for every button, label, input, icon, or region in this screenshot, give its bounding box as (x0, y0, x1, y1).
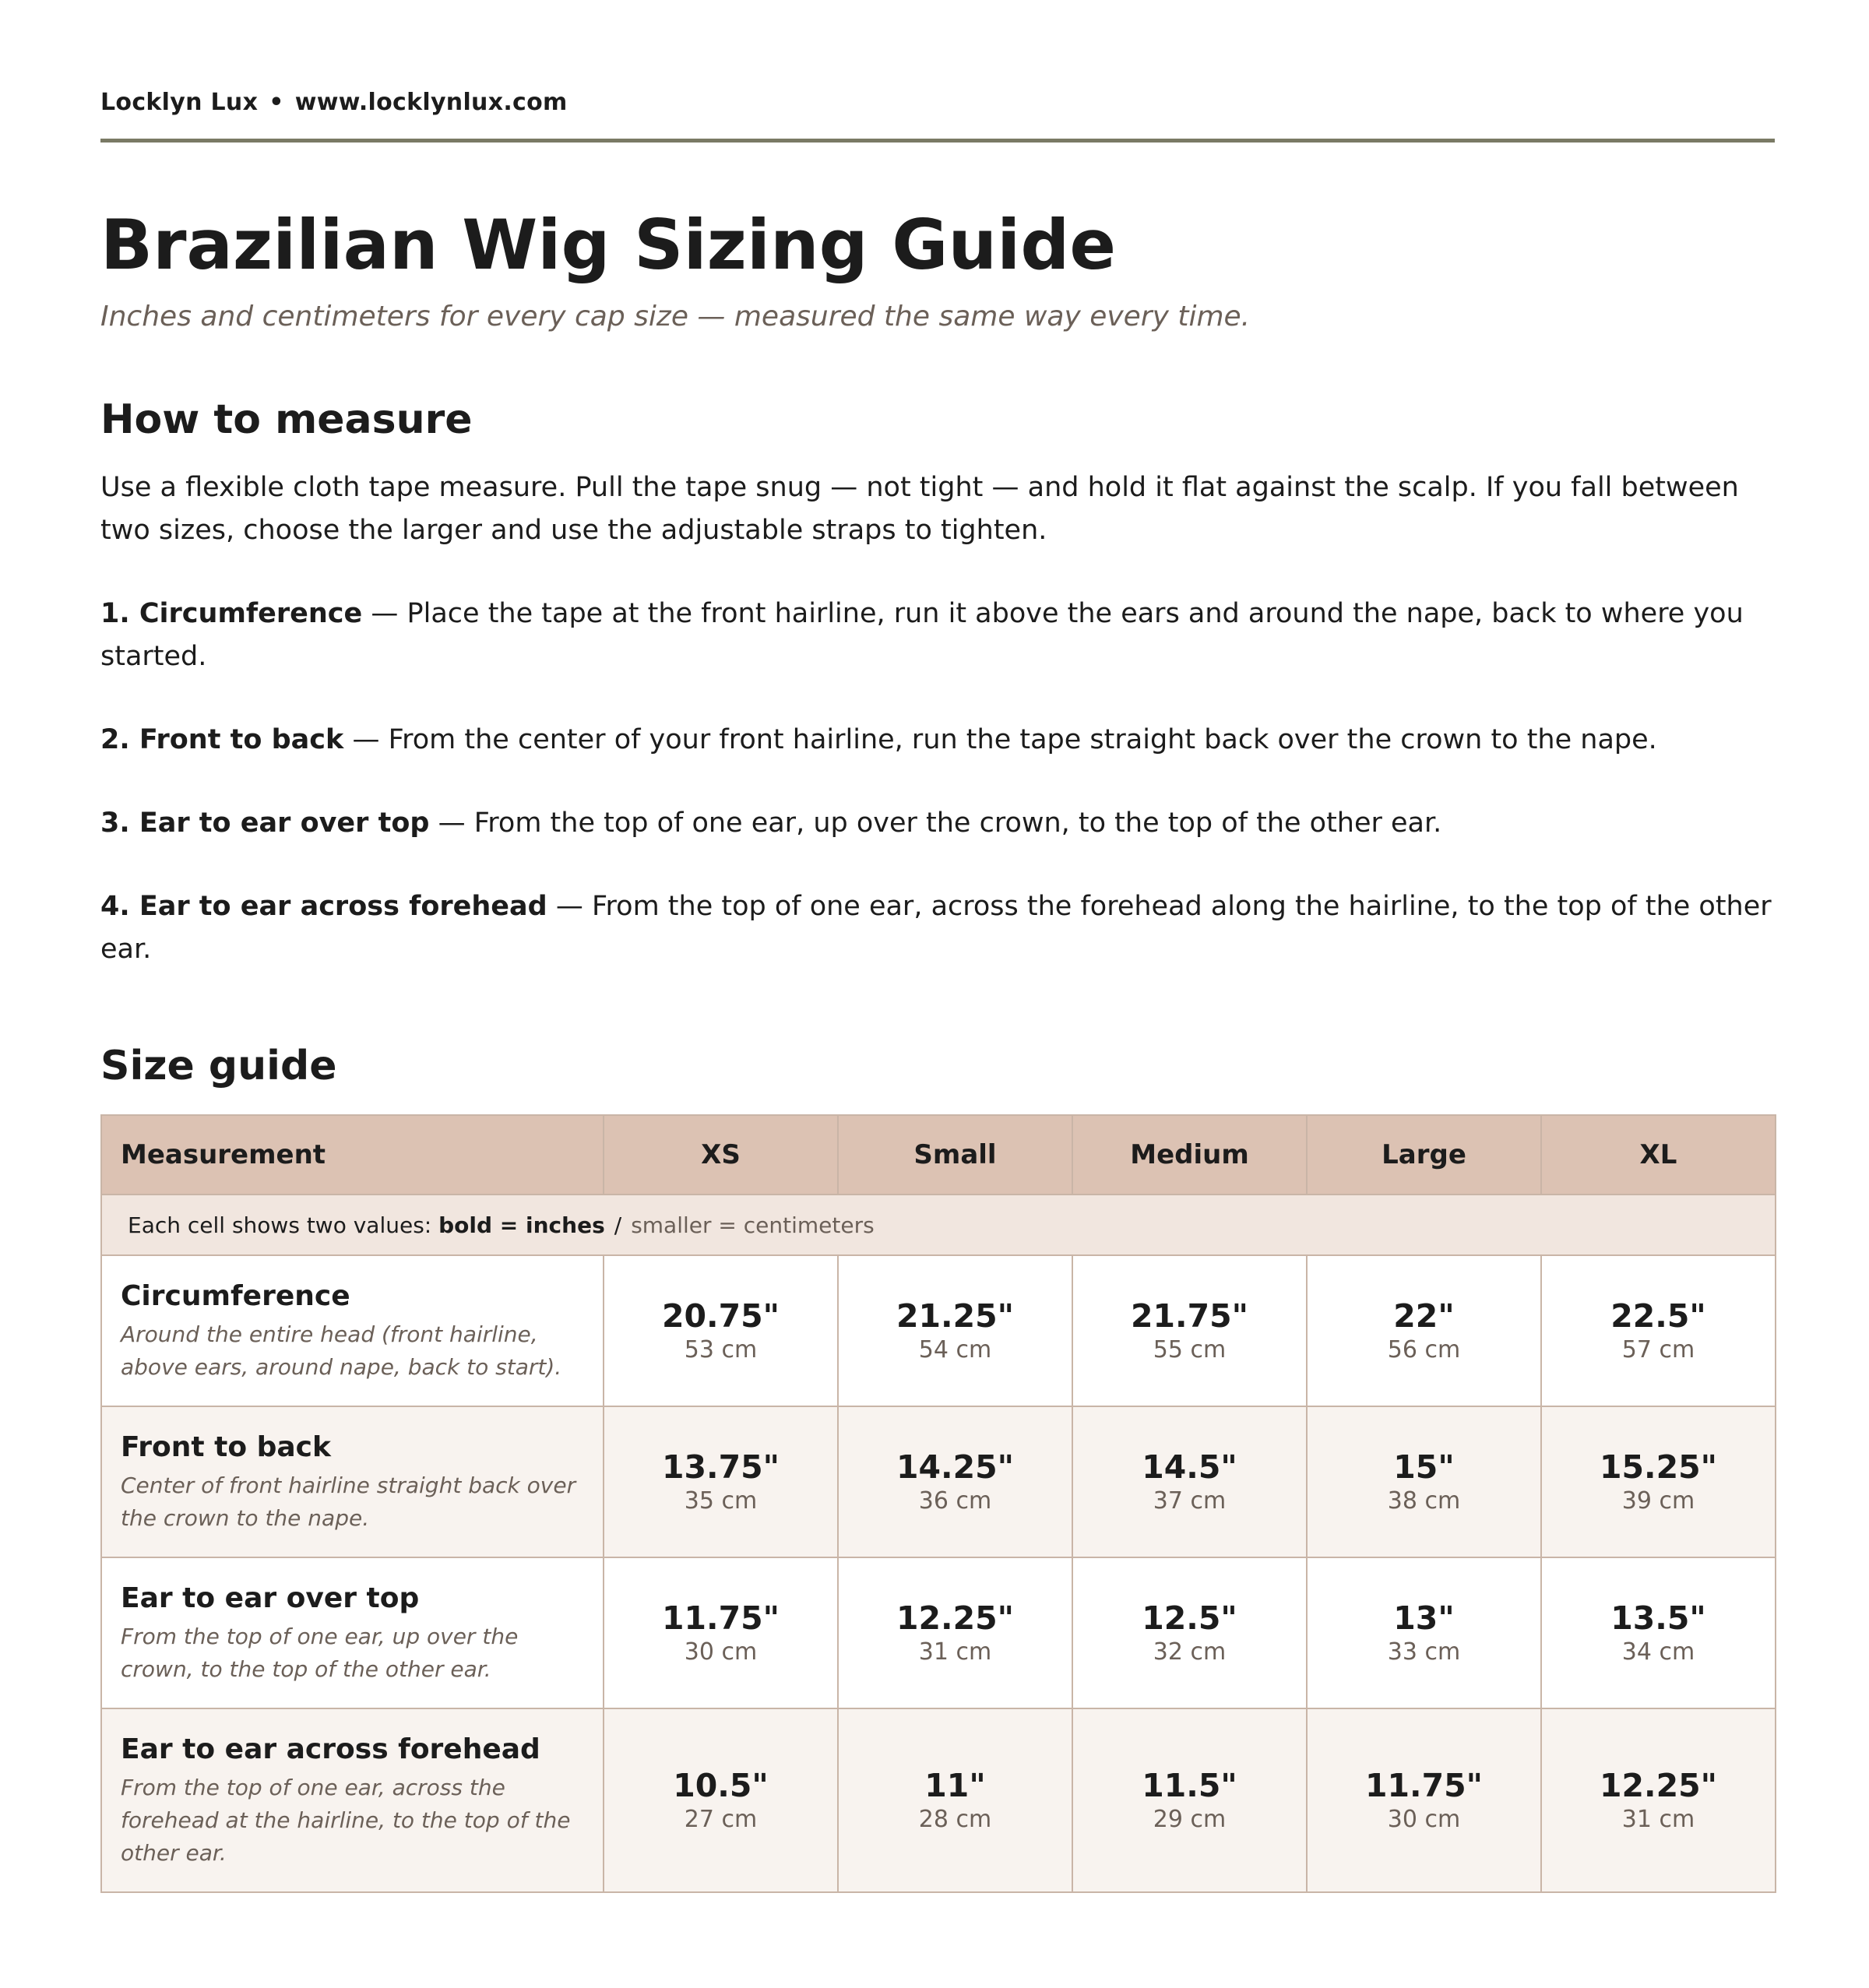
value-inches: 11.75" (1364, 1767, 1484, 1804)
value-inches: 15.25" (1599, 1448, 1718, 1486)
step-circumference (100, 593, 1775, 678)
value-cm: 29 cm (1153, 1806, 1227, 1833)
value-cm: 28 cm (918, 1806, 992, 1833)
value-cm: 32 cm (1153, 1638, 1227, 1666)
value-cm: 38 cm (1387, 1487, 1461, 1515)
step-text: — From the top of one ear, across the forehead along the hairline, to the top of the other ear. (100, 891, 1772, 965)
step-label: 3. Ear to ear over top (100, 808, 430, 839)
step-text: — Place the tape at the front hairline, run it above the ears and around the nape, back to where you started. (100, 598, 1744, 672)
value-cm: 35 cm (684, 1487, 758, 1515)
value-inches: 13" (1393, 1599, 1455, 1637)
value-cm: 55 cm (1153, 1336, 1227, 1363)
value-cell-large (1307, 1557, 1541, 1708)
step-front-to-back (100, 719, 1775, 762)
table-row-ear-to-ear-over-top (101, 1557, 1776, 1708)
value-cm: 57 cm (1621, 1336, 1695, 1363)
table-row-front-to-back (101, 1406, 1776, 1557)
column-header-medium: Medium (1072, 1115, 1307, 1195)
value-cell-large (1307, 1708, 1541, 1892)
value-inches: 13.75" (661, 1448, 780, 1486)
value-inches: 22" (1393, 1297, 1455, 1335)
value-cm: 33 cm (1387, 1638, 1461, 1666)
table-header-row (101, 1115, 1776, 1195)
table-row-circumference (101, 1255, 1776, 1406)
value-inches: 13.5" (1610, 1599, 1706, 1637)
value-inches: 10.5" (673, 1767, 769, 1804)
value-cm: 31 cm (1621, 1806, 1695, 1833)
value-inches: 21.25" (896, 1297, 1015, 1335)
page-subtitle: Inches and centimeters for every cap size — measured the same way every time. (100, 301, 1251, 333)
value-inches: 20.75" (661, 1297, 780, 1335)
value-cell-small (838, 1708, 1072, 1892)
value-cm: 54 cm (918, 1336, 992, 1363)
legend-inches: bold = inches (438, 1212, 605, 1238)
table-legend (101, 1195, 1776, 1255)
column-header-xl: XL (1541, 1115, 1776, 1195)
value-cm: 31 cm (918, 1638, 992, 1666)
value-cell-medium (1072, 1406, 1307, 1557)
measurement-cell (101, 1557, 604, 1708)
value-cell-xs (604, 1255, 838, 1406)
measurement-name: Front to back (121, 1431, 331, 1463)
step-ear-to-ear-over-top (100, 802, 1775, 845)
measurement-name: Circumference (121, 1280, 350, 1312)
header-divider (100, 139, 1775, 143)
page (100, 0, 1775, 1893)
value-inches: 21.75" (1130, 1297, 1249, 1335)
step-text: — From the top of one ear, up over the crown, to the top of the other ear. (429, 808, 1442, 839)
value-cell-small (838, 1255, 1072, 1406)
value-cell-xs (604, 1406, 838, 1557)
value-inches: 11.5" (1142, 1767, 1237, 1804)
size-guide-heading: Size guide (100, 1043, 337, 1089)
measurement-description: Around the entire head (front hairline, above ears, around nape, back to start). (121, 1321, 562, 1380)
value-cell-medium (1072, 1557, 1307, 1708)
value-cm: 39 cm (1621, 1487, 1695, 1515)
value-cm: 36 cm (918, 1487, 992, 1515)
value-inches: 12.5" (1142, 1599, 1237, 1637)
column-header-large: Large (1307, 1115, 1541, 1195)
value-cm: 53 cm (684, 1336, 758, 1363)
measurement-description: From the top of one ear, across the forehead at the hairline, to the top of the other ear. (121, 1775, 571, 1866)
value-inches: 14.25" (896, 1448, 1015, 1486)
step-label: 2. Front to back (100, 724, 344, 755)
value-cell-large (1307, 1406, 1541, 1557)
value-cm: 30 cm (1387, 1806, 1461, 1833)
how-to-measure-heading: How to measure (100, 396, 473, 443)
value-cell-xs (604, 1708, 838, 1892)
legend-prefix: Each cell shows two values: (128, 1212, 439, 1238)
value-cell-large (1307, 1255, 1541, 1406)
value-cm: 30 cm (684, 1638, 758, 1666)
measurement-description: From the top of one ear, up over the crown, to the top of the other ear. (121, 1624, 519, 1682)
step-label: 1. Circumference (100, 598, 363, 629)
value-cell-small (838, 1557, 1072, 1708)
value-cell-medium (1072, 1708, 1307, 1892)
step-text: — From the center of your front hairline, run the tape straight back over the crown to the nape. (343, 724, 1657, 755)
value-inches: 22.5" (1610, 1297, 1706, 1335)
value-cm: 34 cm (1621, 1638, 1695, 1666)
table-row-ear-to-ear-across-forehead (101, 1708, 1776, 1892)
column-header-small: Small (838, 1115, 1072, 1195)
step-label: 4. Ear to ear across forehead (100, 891, 547, 922)
value-inches: 15" (1393, 1448, 1455, 1486)
measurement-name: Ear to ear across forehead (121, 1733, 540, 1765)
brand-header (100, 87, 1775, 118)
intro-paragraph: Use a flexible cloth tape measure. Pull the tape snug — not tight — and hold it flat against the scalp. If you fall between two sizes, choose the larger and use the adjustable straps to tighten. (100, 472, 1739, 546)
value-cell-xl (1541, 1406, 1776, 1557)
separator-dot: • (269, 89, 284, 116)
value-cell-medium (1072, 1255, 1307, 1406)
measurement-cell (101, 1708, 604, 1892)
legend-slash: / (614, 1212, 622, 1238)
value-inches: 12.25" (896, 1599, 1015, 1637)
value-cell-xl (1541, 1557, 1776, 1708)
value-cm: 27 cm (684, 1806, 758, 1833)
brand-name: Locklyn Lux (100, 89, 259, 116)
value-cell-xl (1541, 1255, 1776, 1406)
value-inches: 11" (924, 1767, 986, 1804)
value-cell-xl (1541, 1708, 1776, 1892)
website-link[interactable]: www.locklynlux.com (294, 89, 568, 116)
measurement-description: Center of front hairline straight back over the crown to the nape. (121, 1473, 576, 1531)
measurement-cell (101, 1255, 604, 1406)
value-cell-xs (604, 1557, 838, 1708)
value-cm: 56 cm (1387, 1336, 1461, 1363)
value-cell-small (838, 1406, 1072, 1557)
value-inches: 12.25" (1599, 1767, 1718, 1804)
table-legend-row (101, 1195, 1776, 1255)
measurement-cell (101, 1406, 604, 1557)
value-cm: 37 cm (1153, 1487, 1227, 1515)
measurement-name: Ear to ear over top (121, 1582, 420, 1614)
legend-centimeters: smaller = centimeters (631, 1212, 875, 1238)
column-header-measurement: Measurement (101, 1115, 604, 1195)
column-header-xs: XS (604, 1115, 838, 1195)
size-guide-table (100, 1114, 1776, 1893)
value-inches: 11.75" (661, 1599, 780, 1637)
step-ear-to-ear-across-forehead (100, 885, 1775, 971)
value-inches: 14.5" (1142, 1448, 1237, 1486)
page-title: Brazilian Wig Sizing Guide (100, 205, 1117, 285)
